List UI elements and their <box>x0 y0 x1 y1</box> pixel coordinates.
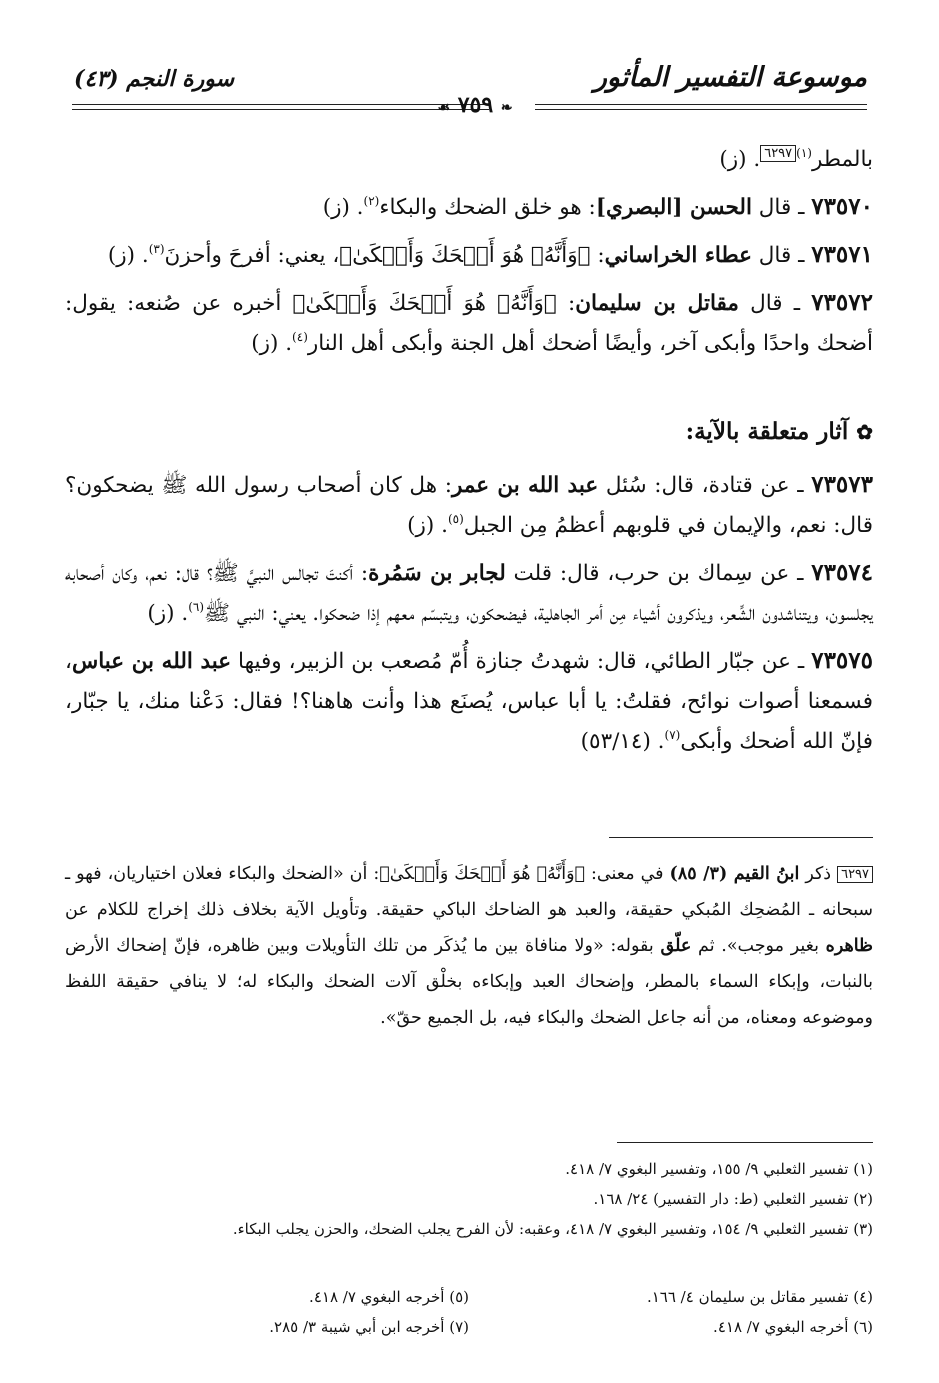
entry-73572: ٧٣٥٧٢ ـ قال مقاتل بن سليمان: ﴿وَأَنَّهُۥ هُوَ أَضۡحَكَ وَأَبۡكَىٰ﴾ أخبره عن صُنعه: يقول: أضحك واحدًا وأبكى آخر، وأيضًا أضحك أهل الجنة وأبكى أهل النار$^{(٤)}$. (ز) <box>65 289 873 356</box>
book-title: موسوعة التفسير المأثور <box>593 62 867 93</box>
header-rule-right-2 <box>535 109 867 110</box>
section-heading: ✿ آثار متعلقة بالآية: <box>685 418 873 445</box>
commentary-block: ٦٢٩٧ ذكر ابنُ القيم (٣/ ٨٥) في معنى: ﴿وَأَنَّهُۥ هُوَ أَضۡحَكَ وَأَبۡكَىٰ﴾: أن «الضحك والبكاء فعلان اختياريان، فهو ـ سبحانه ـ المُضحِك المُبكي حقيقة، والعبد هو الضاحك الباكي حقيقة. وتأويل الآية بخلاف ذلك إخراج للكلام عن ظاهره بغير موجب». ثم علّق بقوله: «ولا منافاة بين ما يُذكَر من تلك التأويلات وبين ظاهره، فإنّ إضحاك الأرض بالنبات، وإبكاء السماء بالمطر، وإضحاك العبد وإبكاءه بخلْق آلات الضحك والبكاء له؛ لا ينافي حقيقة اللفظ وموضوعه ومعناه، من أنه جاعل الضحك والبكاء فيه، بل الجميع حقّ». <box>65 864 873 1028</box>
entry-73571: ٧٣٥٧١ ـ قال عطاء الخراساني: ﴿وَأَنَّهُۥ هُوَ أَضۡحَكَ وَأَبۡكَىٰ﴾، يعني: أفرحَ وأحزنَ$^{(٣)}$. (ز) <box>107 241 873 268</box>
commentary-rule <box>609 837 873 838</box>
commentary-box-number: ٦٢٩٧ <box>837 866 873 883</box>
ornament-icon: ☙ <box>437 100 451 116</box>
page-number: ❧ ٧٥٩ ☙ <box>437 92 513 118</box>
footnote-6: (٦) أخرجه البغوي ٧/ ٤١٨. <box>713 1318 873 1336</box>
footnote-2: (٢) تفسير الثعلبي (ط: دار التفسير) ٢٤/ ١٦٨. <box>593 1190 873 1208</box>
footnote-3: (٣) تفسير الثعلبي ٩/ ١٥٤، وتفسير البغوي ٧/ ٤١٨، وعقبه: لأن الفرح يجلب الضحك، والحزن يجلب البكاء. <box>232 1220 873 1238</box>
entry-73570: ٧٣٥٧٠ ـ قال الحسن [البصري]: هو خلق الضحك والبكاء$^{(٢)}$. (ز) <box>322 193 873 220</box>
header-rule-right <box>535 104 867 105</box>
surah-title: سورة النجم (٤٣) <box>74 66 235 92</box>
entry-73573: ٧٣٥٧٣ ـ عن قتادة، قال: سُئل عبد الله بن عمر: هل كان أصحاب رسول الله ﷺ يضحكون؟ قال: نعم، والإيمان في قلوبهم أعظمُ مِن الجبل$^{(٥)}$. (ز) <box>65 471 873 538</box>
commentary-ref-box: ٦٢٩٧ <box>760 145 796 162</box>
flower-ornament-icon: ✿ <box>856 420 873 444</box>
continuation-line: بالمطر$^{(١)}$٦٢٩٧. (ز) <box>719 146 873 172</box>
footnotes-rule <box>617 1142 873 1143</box>
ornament-icon: ❧ <box>500 100 513 116</box>
footnote-5: (٥) أخرجه البغوي ٧/ ٤١٨. <box>309 1288 469 1306</box>
footnote-1: (١) تفسير الثعلبي ٩/ ١٥٥، وتفسير البغوي ٧/ ٤١٨. <box>565 1160 873 1178</box>
entry-73575: ٧٣٥٧٥ ـ عن جبّار الطائي، قال: شهدتُ جنازة أُمّ مُصعب بن الزبير، وفيها عبد الله بن عباس، فسمعنا أصوات نوائح، فقلتُ: يا أبا عباس، يُصنَع هذا وأنت هاهنا؟! فقال: دَعْنا منك، يا جبّار، فإنّ الله أضحك وأبكى$^{(٧)}$. (٥٣/١٤) <box>65 647 873 754</box>
entry-73574: ٧٣٥٧٤ ـ عن سِماك بن حرب، قال: قلت لجابر بن سَمُرة: أكنتَ تجالس النبيَّ ﷺ؟ قال: نعم، وكان أصحابه يجلسون، ويتناشدون الشِّعر، ويذكرون أشياء مِن أمر الجاهلية، فيضحكون، ويتبسّم معهم إذا ضحكوا. يعني: النبي ﷺ$^{(٦)}$. (ز) <box>65 559 874 626</box>
footnote-4: (٤) تفسير مقاتل بن سليمان ٤/ ١٦٦. <box>646 1288 873 1306</box>
footnote-7: (٧) أخرجه ابن أبي شيبة ٣/ ٢٨٥. <box>269 1318 469 1336</box>
section-entries-block <box>65 465 873 762</box>
entries-block <box>65 140 873 364</box>
